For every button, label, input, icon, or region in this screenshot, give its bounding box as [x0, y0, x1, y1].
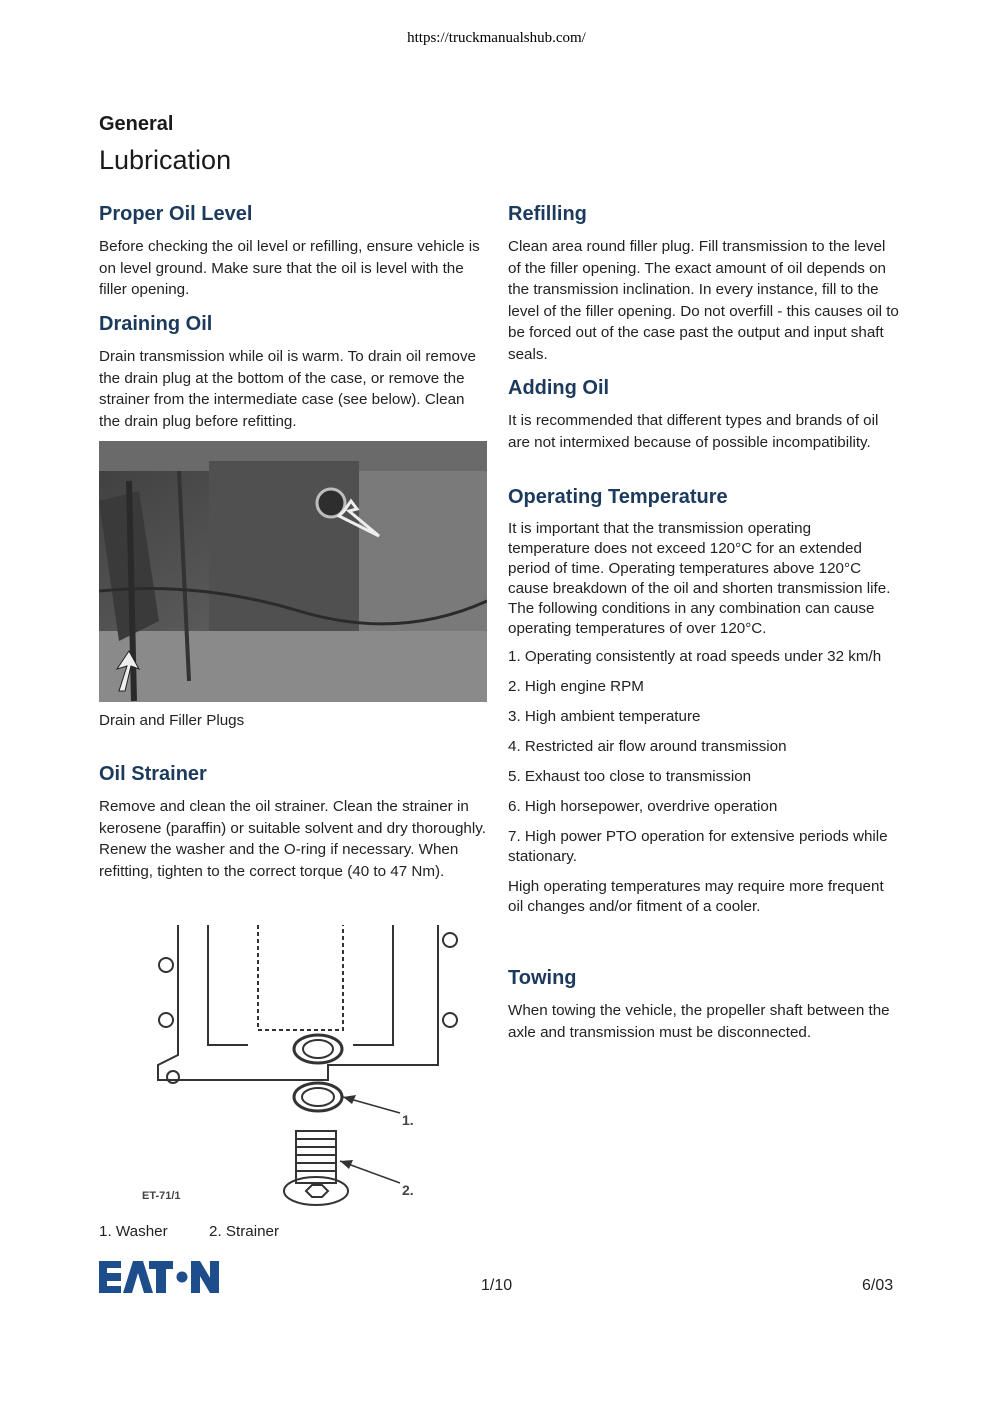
page-number: 1/10	[481, 1277, 513, 1294]
operating-temperature-section	[508, 486, 893, 917]
towing-body: When towing the vehicle, the propeller shaft between the axle and transmission must be disconnected.	[508, 1002, 890, 1041]
photo-caption: Drain and Filler Plugs	[99, 712, 245, 729]
condition-item: 1. Operating consistently at road speeds under 32 km/h	[508, 648, 882, 665]
refilling-section	[508, 203, 900, 365]
operating-temperature-intro: It is important that the transmission operating temperature does not exceed 120°C for an extended period of time. Operating temperatures above 120°C cause breakdown of the oil and shorten transmission life. The following conditions in any combination can cause operating temperatures of over 120°C.	[508, 520, 891, 637]
operating-temperature-outro: High operating temperatures may require more frequent oil changes and/or fitment of a cooler.	[508, 878, 884, 915]
section-label: General	[99, 113, 174, 135]
diagram-caption-washer: 1. Washer	[99, 1223, 168, 1240]
oil-strainer-diagram-graphic	[138, 925, 468, 1215]
condition-item: 5. Exhaust too close to transmission	[508, 768, 752, 785]
oil-strainer-diagram	[138, 925, 468, 1215]
proper-oil-level-body: Before checking the oil level or refilling, ensure vehicle is on level ground. Make sure that the oil is level with the filler opening.	[99, 238, 480, 298]
towing-heading: Towing	[508, 967, 577, 989]
condition-item: 6. High horsepower, overdrive operation	[508, 798, 778, 815]
adding-oil-heading: Adding Oil	[508, 377, 610, 399]
towing-section	[508, 967, 900, 1043]
condition-item: 3. High ambient temperature	[508, 708, 701, 725]
draining-oil-section	[99, 313, 489, 432]
diagram-label-1: 1.	[402, 1112, 414, 1128]
refilling-body: Clean area round filler plug. Fill transmission to the level of the filler opening. The exact amount of oil depends on the transmission inclination. In every instance, fill to the level of the filler opening. Do not overfill - this causes oil to be forced out of the case past the output and input shaft seals.	[508, 238, 899, 363]
oil-strainer-body: Remove and clean the oil strainer. Clean the strainer in kerosene (paraffin) or suitable solvent and dry thoroughly. Renew the washer and the O-ring if necessary. When refitting, tighten to the correct torque (40 to 47 Nm).	[99, 798, 486, 880]
draining-oil-heading: Draining Oil	[99, 313, 213, 335]
document-date: 6/03	[862, 1277, 894, 1294]
page-title: Lubrication	[99, 145, 232, 175]
operating-temperature-heading: Operating Temperature	[508, 486, 728, 508]
draining-oil-body: Drain transmission while oil is warm. To drain oil remove the drain plug at the bottom of the case, or remove the strainer from the intermediate case (see below). Clean the drain plug before refitting.	[99, 348, 477, 430]
diagram-caption-strainer: 2. Strainer	[209, 1223, 280, 1240]
proper-oil-level-section	[99, 203, 489, 301]
oil-strainer-heading: Oil Strainer	[99, 763, 207, 785]
drain-filler-plugs-photo	[99, 441, 487, 702]
eaton-logo-graphic	[99, 1261, 219, 1293]
condition-item: 2. High engine RPM	[508, 678, 644, 695]
diagram-ref: ET-71/1	[142, 1190, 181, 1202]
condition-item: 7. High power PTO operation for extensive periods while stationary.	[508, 828, 888, 865]
refilling-heading: Refilling	[508, 203, 587, 225]
proper-oil-level-heading: Proper Oil Level	[99, 203, 253, 225]
oil-strainer-section	[99, 763, 489, 882]
condition-item: 4. Restricted air flow around transmission	[508, 738, 787, 755]
adding-oil-section	[508, 377, 900, 453]
eaton-logo	[99, 1261, 219, 1293]
drain-filler-plugs-photo-graphic	[99, 441, 487, 702]
header-url: https://truckmanualshub.com/	[407, 30, 586, 46]
diagram-label-2: 2.	[402, 1182, 414, 1198]
adding-oil-body: It is recommended that different types and brands of oil are not intermixed because of possible incompatibility.	[508, 412, 879, 451]
